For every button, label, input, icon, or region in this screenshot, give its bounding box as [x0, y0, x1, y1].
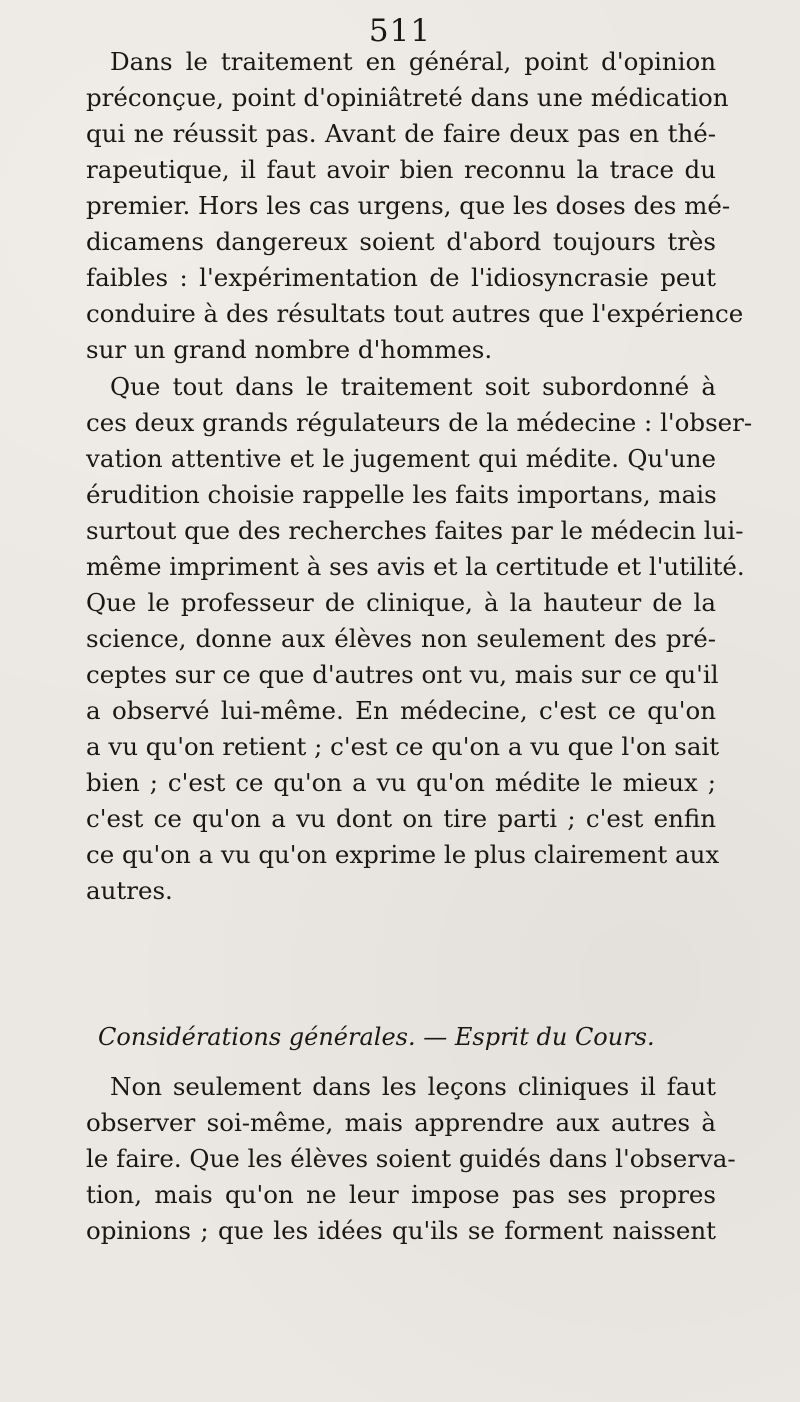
- body-text-line: ceptes sur ce que d'autres ont vu, mais sur ce qu'il: [86, 660, 719, 689]
- body-text-line: ce qu'on a vu qu'on exprime le plus clairement aux: [86, 840, 720, 869]
- body-text-line: conduire à des résultats tout autres que l'expérience: [86, 299, 744, 328]
- body-text-line: rapeutique, il faut avoir bien reconnu la trace du: [86, 155, 716, 184]
- body-text-line: Que tout dans le traitement soit subordonné à: [110, 372, 716, 401]
- body-text-line: même impriment à ses avis et la certitude et l'utilité.: [86, 552, 745, 581]
- body-text-line: Non seulement dans les leçons cliniques il faut: [110, 1072, 716, 1101]
- body-text-line: sur un grand nombre d'hommes.: [86, 335, 493, 364]
- body-text-line: faibles : l'expérimentation de l'idiosyncrasie peut: [86, 263, 716, 292]
- section-heading: Considérations générales. — Esprit du Cours.: [98, 1023, 655, 1051]
- body-text-line: observer soi-même, mais apprendre aux autres à: [86, 1108, 716, 1137]
- body-text-line: c'est ce qu'on a vu dont on tire parti ; c'est enfin: [86, 804, 716, 833]
- body-text-line: opinions ; que les idées qu'ils se forment naissent: [86, 1216, 716, 1245]
- body-text-line: a vu qu'on retient ; c'est ce qu'on a vu que l'on sait: [86, 732, 720, 761]
- body-text-line: vation attentive et le jugement qui médite. Qu'une: [86, 444, 716, 473]
- body-text-line: premier. Hors les cas urgens, que les doses des mé-: [86, 191, 731, 220]
- body-text-line: surtout que des recherches faites par le médecin lui-: [86, 516, 744, 545]
- page-number: 511: [368, 13, 432, 49]
- body-text-line: Dans le traitement en général, point d'opinion: [110, 47, 716, 76]
- body-text-line: préconçue, point d'opiniâtreté dans une médication: [86, 83, 729, 112]
- body-text-line: science, donne aux élèves non seulement des pré-: [86, 624, 716, 653]
- body-text-line: érudition choisie rappelle les faits importans, mais: [86, 480, 717, 509]
- body-text-line: qui ne réussit pas. Avant de faire deux pas en thé-: [86, 119, 716, 148]
- body-text-line: tion, mais qu'on ne leur impose pas ses propres: [86, 1180, 716, 1209]
- body-text-line: ces deux grands régulateurs de la médecine : l'obser-: [86, 408, 753, 437]
- body-text-line: autres.: [86, 876, 173, 905]
- body-text-line: a observé lui-même. En médecine, c'est ce qu'on: [86, 696, 716, 725]
- body-text-line: Que le professeur de clinique, à la hauteur de la: [86, 588, 716, 617]
- body-text-line: le faire. Que les élèves soient guidés dans l'observa-: [86, 1144, 736, 1173]
- body-text-line: bien ; c'est ce qu'on a vu qu'on médite le mieux ;: [86, 768, 716, 797]
- body-text-line: dicamens dangereux soient d'abord toujours très: [86, 227, 716, 256]
